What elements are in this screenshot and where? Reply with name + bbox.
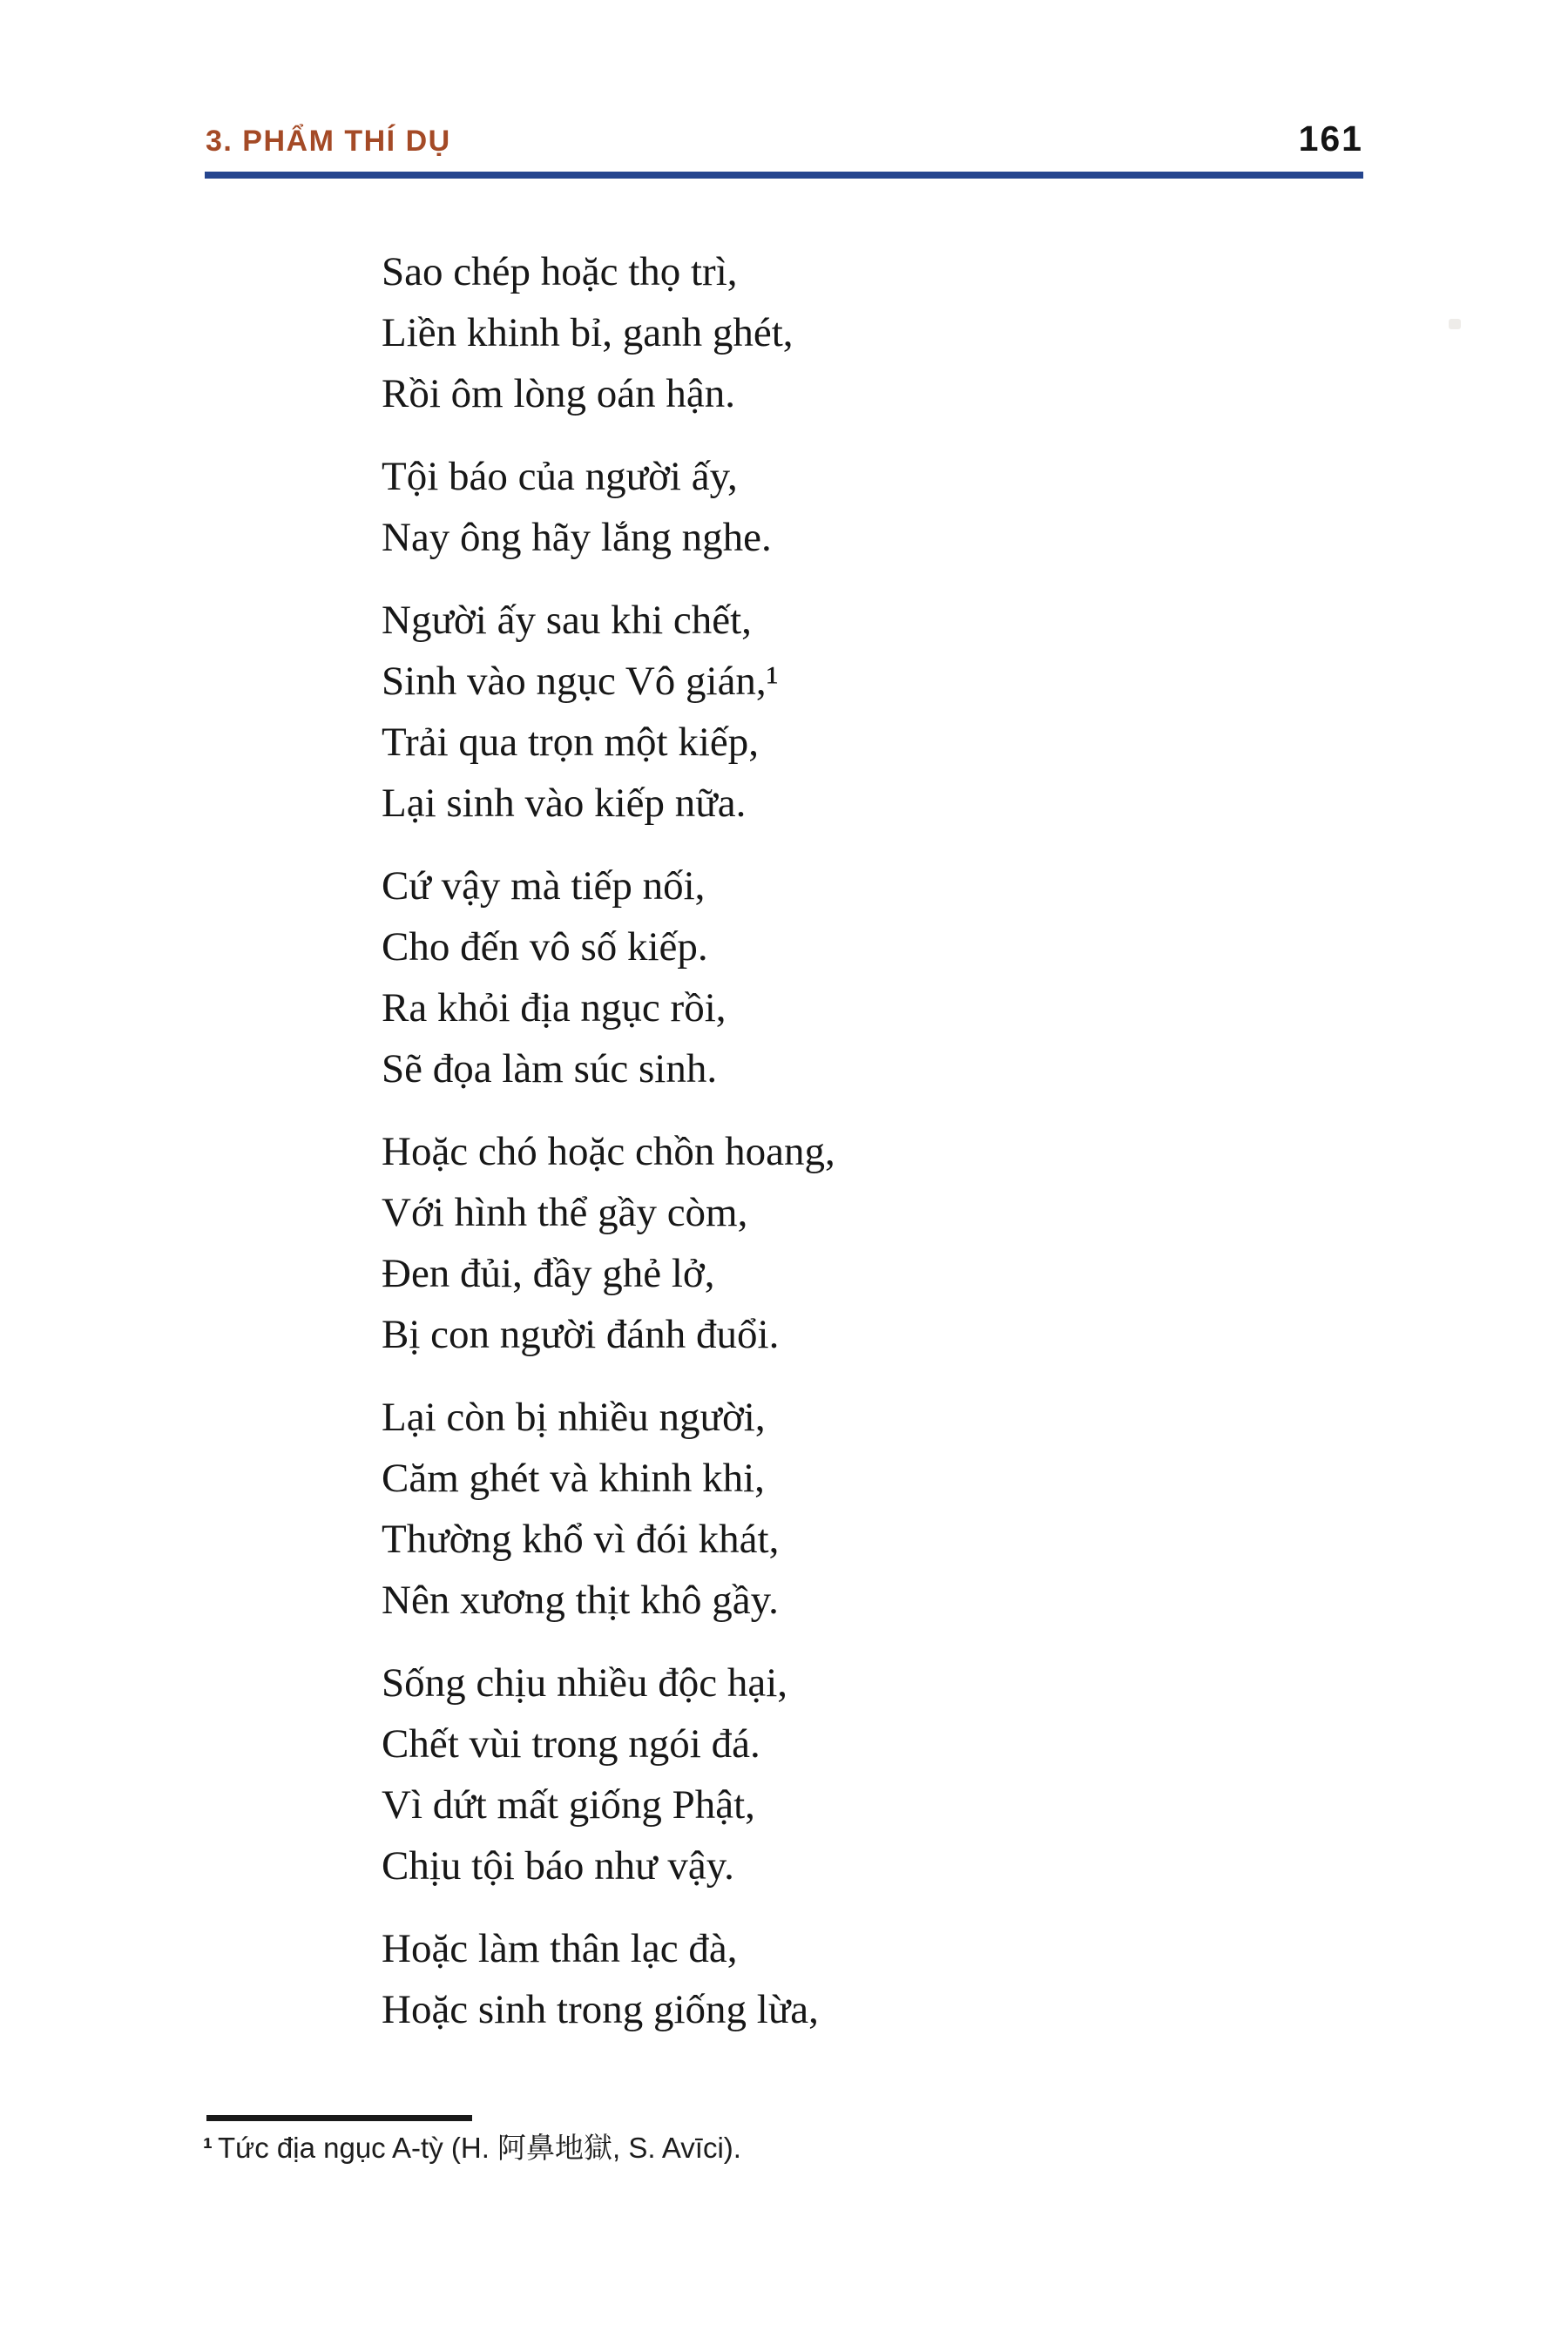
poem-line: Lại còn bị nhiều người,	[382, 1395, 766, 1440]
poem-line: Sẽ đọa làm súc sinh.	[382, 1046, 718, 1092]
footnote	[203, 2126, 741, 2166]
poem-line: Rồi ôm lòng oán hận.	[382, 371, 735, 416]
footnote-text: Tức địa ngục A-tỳ (H. 阿鼻地獄, S. Avīci).	[218, 2132, 741, 2164]
poem-line: Sinh vào ngục Vô gián,¹	[382, 659, 779, 704]
poem-line: Sao chép hoặc thọ trì,	[382, 249, 738, 294]
poem-line: Cho đến vô số kiếp.	[382, 924, 708, 970]
poem-line: Bị con người đánh đuổi.	[382, 1312, 780, 1357]
stanza	[382, 1387, 835, 1631]
page-number: 161	[1298, 118, 1363, 159]
footnote-rule	[206, 2115, 472, 2121]
stanza	[382, 1918, 835, 2040]
poem-line: Cứ vậy mà tiếp nối,	[382, 863, 706, 909]
stanza	[382, 590, 835, 834]
poem-line: Lại sinh vào kiếp nữa.	[382, 781, 747, 826]
poem	[382, 241, 835, 2062]
poem-line: Với hình thể gầy còm,	[382, 1190, 748, 1235]
chapter-title: 3. PHẨM THÍ DỤ	[206, 125, 451, 158]
poem-line: Thường khổ vì đói khát,	[382, 1517, 780, 1562]
poem-line: Tội báo của người ấy,	[382, 454, 738, 499]
footnote-marker: ¹	[203, 2132, 213, 2164]
stanza	[382, 855, 835, 1099]
poem-line: Vì dứt mất giống Phật,	[382, 1782, 755, 1828]
poem-line: Người ấy sau khi chết,	[382, 598, 752, 643]
poem-line: Đen đủi, đầy ghẻ lở,	[382, 1251, 715, 1296]
poem-line: Căm ghét và khinh khi,	[382, 1456, 765, 1501]
poem-line: Trải qua trọn một kiếp,	[382, 720, 759, 765]
stanza	[382, 241, 835, 424]
stanza	[382, 446, 835, 568]
poem-line: Ra khỏi địa ngục rồi,	[382, 985, 727, 1031]
poem-line: Nên xương thịt khô gầy.	[382, 1578, 779, 1623]
stanza	[382, 1121, 835, 1365]
poem-line: Chết vùi trong ngói đá.	[382, 1721, 760, 1767]
poem-line: Chịu tội báo như vậy.	[382, 1843, 734, 1889]
poem-line: Hoặc chó hoặc chồn hoang,	[382, 1129, 835, 1174]
poem-line: Liền khinh bỉ, ganh ghét,	[382, 310, 794, 355]
page-bleed-artifact	[1449, 319, 1461, 329]
poem-line: Hoặc làm thân lạc đà,	[382, 1926, 738, 1971]
poem-line: Hoặc sinh trong giống lừa,	[382, 1987, 819, 2032]
stanza	[382, 1652, 835, 1896]
poem-line: Nay ông hãy lắng nghe.	[382, 515, 772, 560]
header-rule	[205, 172, 1363, 179]
poem-line: Sống chịu nhiều độc hại,	[382, 1660, 788, 1706]
